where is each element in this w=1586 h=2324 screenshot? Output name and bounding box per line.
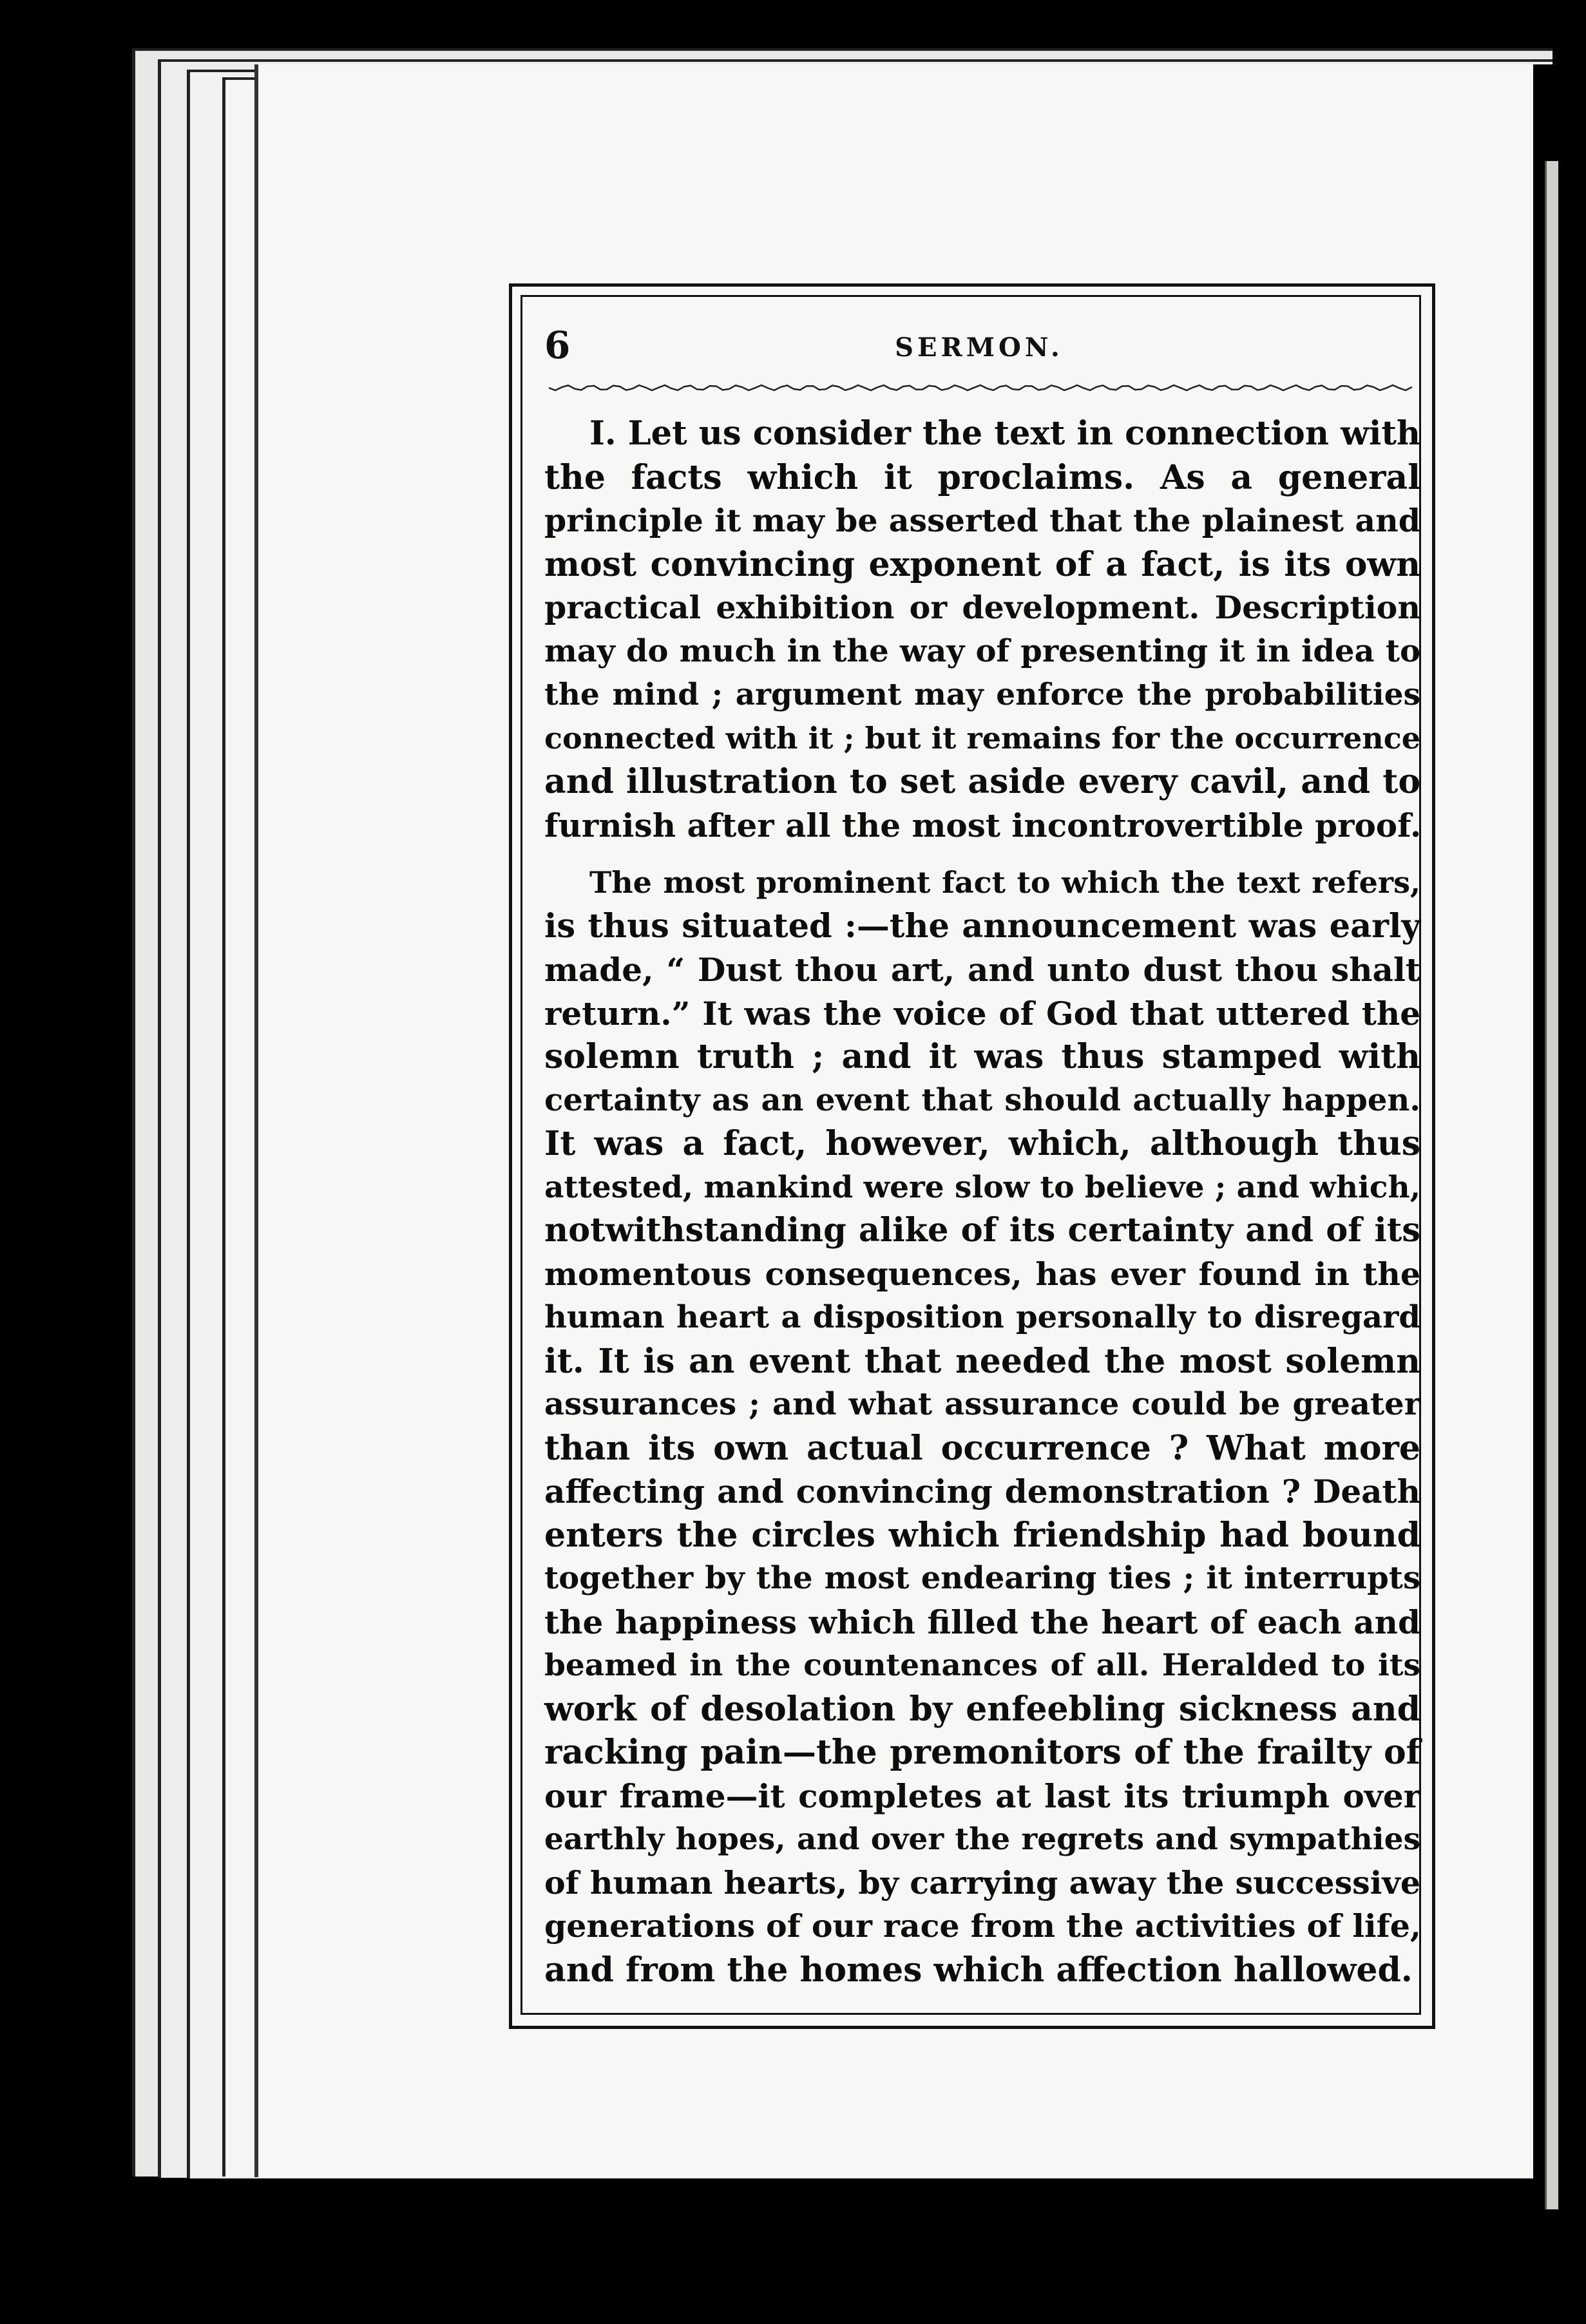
paragraph [544,412,1420,847]
text-line: connected with it ; but it remains for the occurrence [544,720,1420,756]
text-line: of human hearts, by carrying away the successive [544,1863,1420,1901]
text-line: certainty as an event that should actually happen. [544,1081,1420,1118]
text-line: beamed in the countenances of all. Heralded to its [544,1648,1420,1683]
text-line: most convincing exponent of a fact, is its own [544,544,1420,584]
text-line: the happiness which filled the heart of each and [544,1603,1420,1641]
text-line: made, “ Dust thou art, and unto dust thou shalt [544,951,1420,989]
text-line: the facts which it proclaims. As a general [544,457,1420,497]
text-line: the mind ; argument may enforce the probabilities [544,677,1420,712]
text-line: human heart a disposition personally to disregard [544,1299,1420,1335]
text-line: It was a fact, however, which, although thus [544,1124,1420,1163]
text-line: enters the circles which friendship had bound [544,1515,1420,1555]
text-line: our frame—it completes at last its triumph over [544,1776,1420,1815]
text-line: is thus situated :—the announcement was early [544,906,1420,946]
page-header [544,323,1414,368]
text-line: it. It is an event that needed the most solemn [544,1341,1420,1381]
text-line: The most prominent fact to which the text refers, [589,865,1420,900]
text-line: affecting and convincing demonstration ? Death [544,1472,1420,1510]
text-line: together by the most endearing ties ; it interrupts [544,1560,1420,1596]
text-line: racking pain—the premonitors of the frailty of [544,1733,1420,1772]
text-line: attested, mankind were slow to believe ; and which, [544,1169,1421,1205]
text-line: return.” It was the voice of God that uttered the [544,994,1420,1033]
text-line: work of desolation by enfeebling sickness and [544,1689,1420,1729]
text-line: furnish after all the most incontrovertible proof. [544,806,1422,844]
text-line: may do much in the way of presenting it in idea to [544,633,1420,669]
text-line: earthly hopes, and over the regrets and sympathies [544,1822,1420,1857]
text-line: momentous consequences, has ever found in the [544,1255,1420,1293]
text-line: and from the homes which affection hallowed. [544,1950,1413,1990]
text-line: generations of our race from the activities of life, [544,1907,1421,1945]
text-line: practical exhibition or development. Description [544,589,1420,626]
text-line: and illustration to set aside every cavil, and to [544,762,1420,801]
facing-page-edge [1545,161,1558,2209]
body-text [544,412,1420,1992]
scan-margin [1533,64,1586,2254]
text-line: solemn truth ; and it was thus stamped with [544,1037,1420,1076]
text-line: I. Let us consider the text in connection with [589,414,1420,453]
text-line: principle it may be asserted that the plainest and [544,502,1420,539]
paragraph [544,861,1420,1992]
text-line: than its own actual occurrence ? What more [544,1428,1420,1468]
text-line: assurances ; and what assurance could be greater [544,1386,1420,1422]
text-line: notwithstanding alike of its certainty and of its [544,1211,1420,1250]
page-number: 6 [544,323,571,367]
wavy-rule [549,381,1412,394]
running-head: SERMON. [895,332,1064,363]
